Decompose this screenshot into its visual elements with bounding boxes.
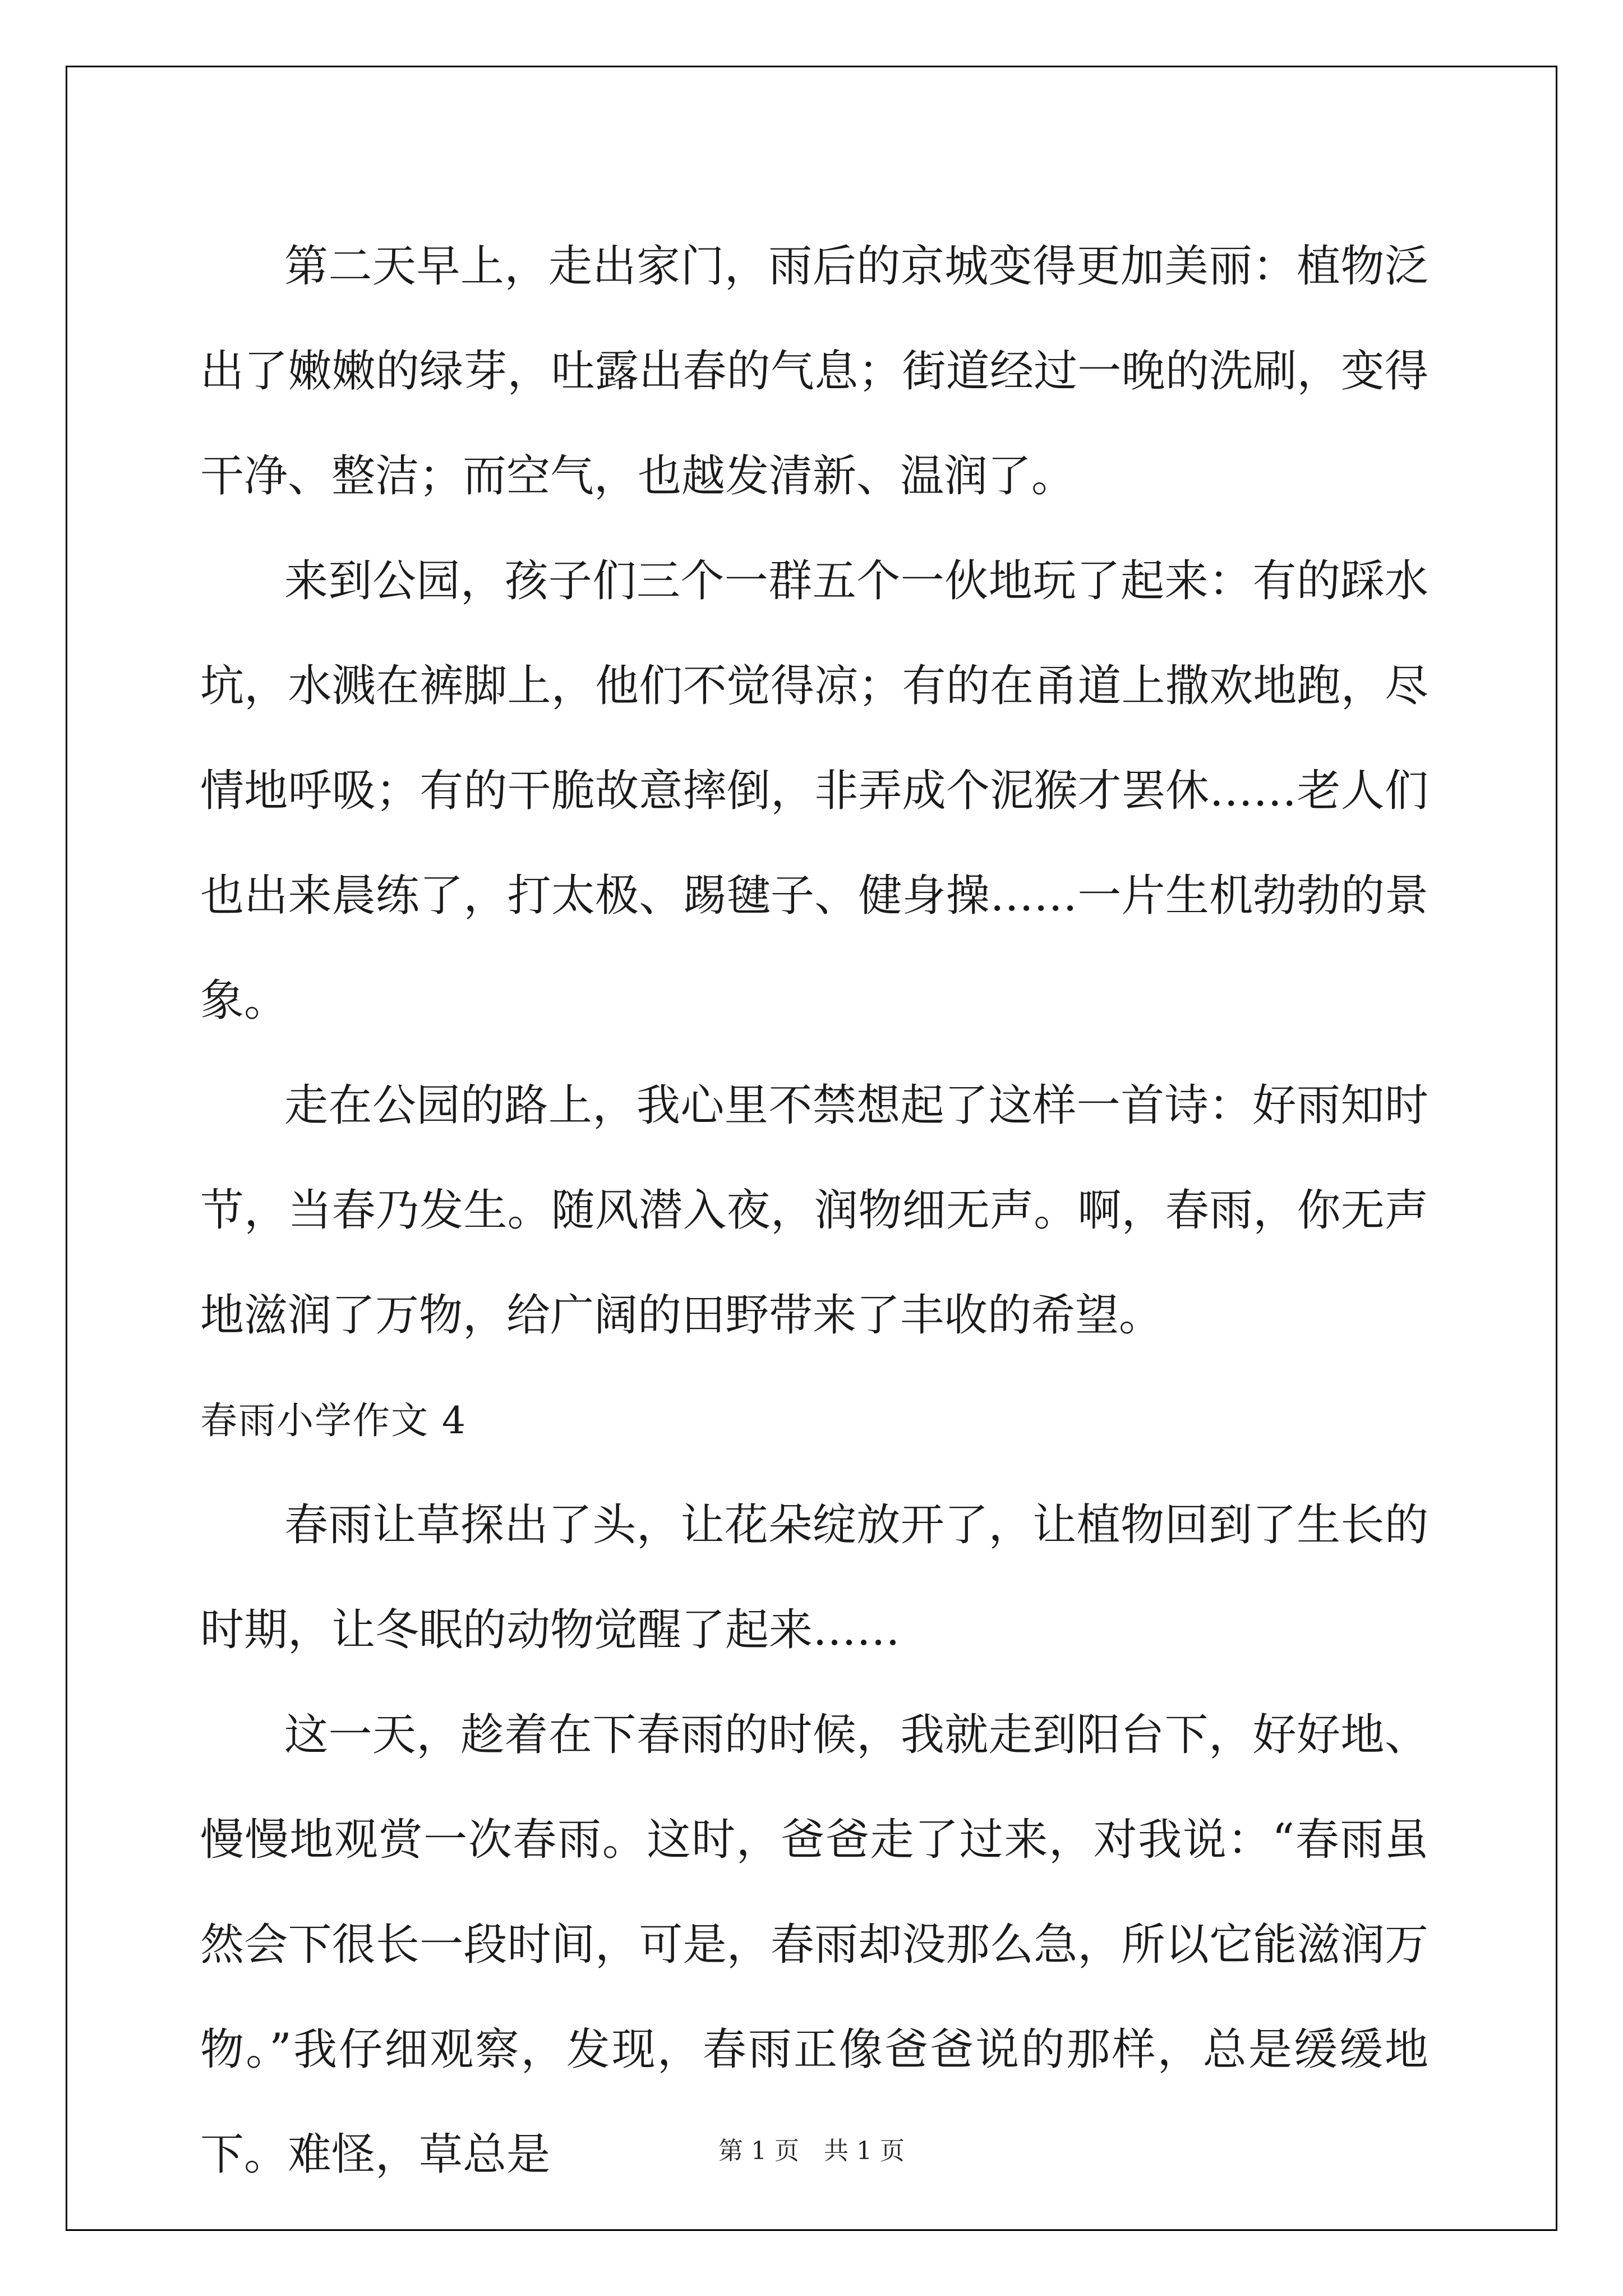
paragraph-poem: 走在公园的路上，我心里不禁想起了这样一首诗：好雨知时节，当春乃发生。随风潜入夜，润物细无声。啊，春雨，你无声地滋润了万物，给广阔的田野带来了丰收的希望。 (200, 1080, 1428, 1341)
paragraph-park-children: 来到公园，孩子们三个一群五个一伙地玩了起来：有的踩水坑，水溅在裤脚上，他们不觉得凉；有的在甬道上撒欢地跑，尽情地呼吸；有的干脆故意摔倒，非弄成个泥猴才罢休……老人们也出来晨练了，打太极、踢毽子、健身操……一片生机勃勃的景象。 (200, 556, 1428, 1026)
document-body (200, 214, 1428, 2207)
paragraph-balcony-observation: 这一天，趁着在下春雨的时候，我就走到阳台下，好好地、慢慢地观赏一次春雨。这时，爸爸走了过来，对我说：“春雨虽然会下很长一段时间，可是，春雨却没那么急，所以它能滋润万物。”我仔细观察，发现，春雨正像爸爸说的那样，总是缓缓地下。难怪，草总是 (200, 1710, 1428, 2180)
paragraph-morning-capital: 第二天早上，走出家门，雨后的京城变得更加美丽：植物泛出了嫩嫩的绿芽，吐露出春的气息；街道经过一晚的洗刷，变得干净、整洁；而空气，也越发清新、温润了。 (200, 241, 1428, 501)
page-number-footer: 第 1 页 共 1 页 (718, 2137, 905, 2165)
section-title: 春雨小学作文 4 (200, 1399, 467, 1442)
paragraph-spring-rain-awakening: 春雨让草探出了头，让花朵绽放开了，让植物回到了生长的时期，让冬眠的动物觉醒了起来…… (200, 1500, 1428, 1655)
